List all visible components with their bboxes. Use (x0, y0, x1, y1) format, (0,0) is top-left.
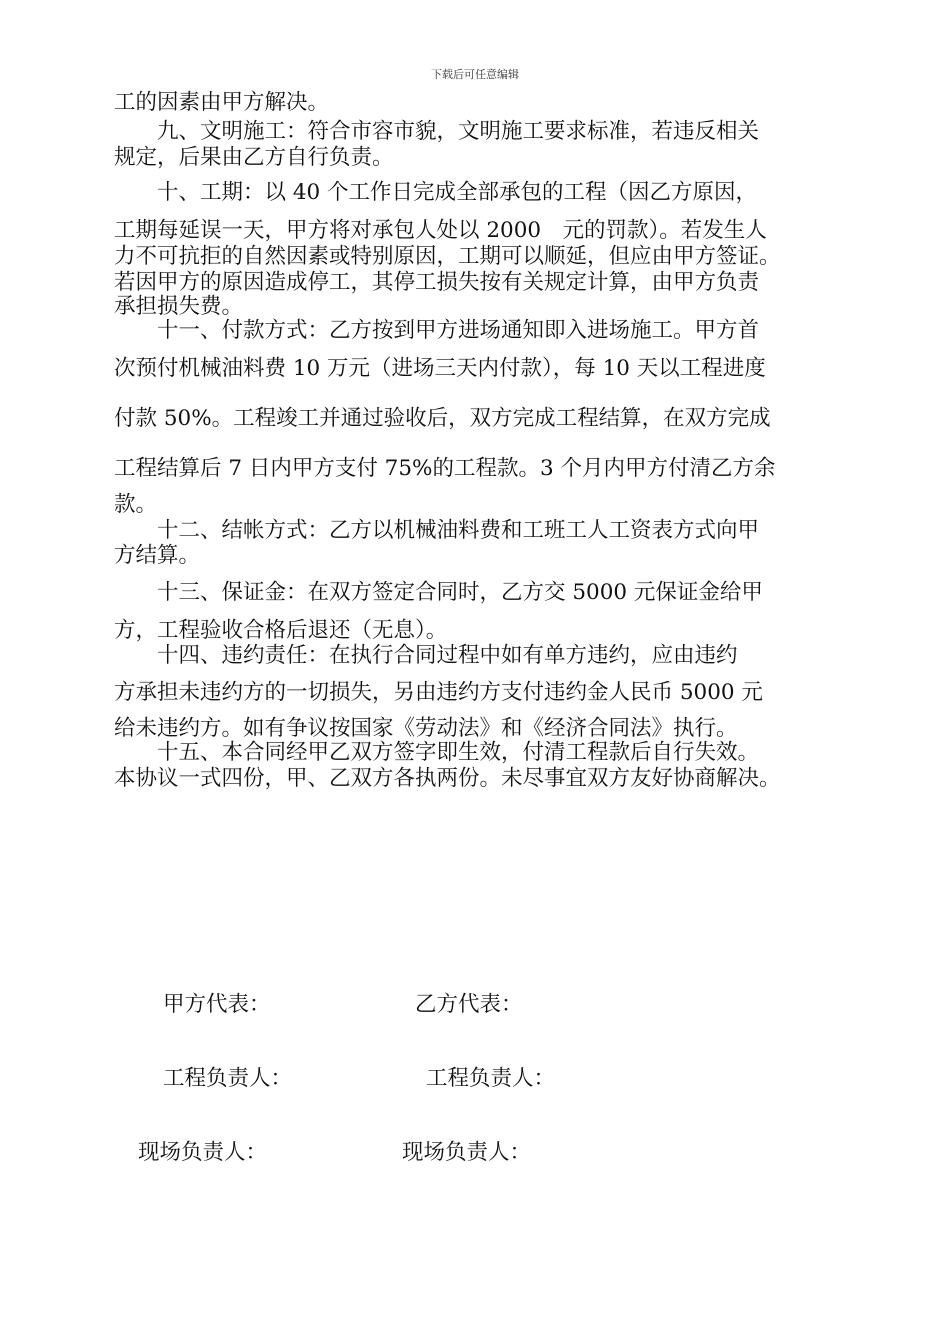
contract-text-line: 工程结算后 7 日内甲方支付 75%的工程款。3 个月内甲方付清乙方余 (114, 456, 776, 481)
party-a-engineer-label: 工程负责人： (163, 1066, 293, 1091)
contract-text-line: 工期每延误一天，甲方将对承包人处以 2000 元的罚款）。若发生人 (114, 218, 767, 243)
contract-text-line: 给未违约方。如有争议按国家《劳动法》和《经济合同法》执行。 (114, 716, 738, 741)
contract-text-line: 付款 50%。工程竣工并通过验收后，双方完成工程结算，在双方完成 (114, 406, 771, 431)
contract-text-line: 十一、付款方式：乙方按到甲方进场通知即入进场施工。甲方首 (114, 318, 760, 343)
contract-text-line: 工的因素由甲方解决。 (114, 90, 330, 115)
party-a-site-manager-label: 现场负责人： (138, 1140, 268, 1165)
contract-text-line: 十、工期：以 40 个工作日完成全部承包的工程（因乙方原因， (114, 180, 758, 205)
contract-text-line: 方承担未违约方的一切损失，另由违约方支付违约金人民币 5000 元 (114, 680, 763, 705)
contract-text-line: 方结算。 (114, 543, 201, 568)
contract-text-line: 九、文明施工：符合市容市貌，文明施工要求标准，若违反相关 (114, 119, 760, 144)
contract-text-line: 承担损失费。 (114, 294, 244, 319)
contract-text-line: 十四、违约责任：在执行合同过程中如有单方违约，应由违约 (114, 643, 738, 668)
party-b-site-manager-label: 现场负责人： (402, 1140, 532, 1165)
contract-text-line: 规定，后果由乙方自行负责。 (114, 145, 394, 170)
contract-text-line: 款。 (114, 492, 158, 517)
contract-text-line: 十五、本合同经甲乙双方签字即生效，付清工程款后自行失效。 (114, 740, 760, 765)
contract-text-line: 方，工程验收合格后退还（无息）。 (114, 618, 448, 643)
contract-text-line: 力不可抗拒的自然因素或特别原因，工期可以顺延，但应由甲方签证。 (114, 244, 781, 269)
contract-text-line: 十三、保证金：在双方签定合同时，乙方交 5000 元保证金给甲 (114, 580, 763, 605)
contract-text-line: 次预付机械油料费 10 万元（进场三天内付款），每 10 天以工程进度 (114, 356, 766, 381)
contract-text-line: 十二、结帐方式：乙方以机械油料费和工班工人工资表方式向甲 (114, 518, 760, 543)
party-a-representative-label: 甲方代表： (163, 992, 271, 1017)
page-header: 下载后可任意编辑 (431, 68, 519, 81)
contract-text-line: 本协议一式四份，甲、乙双方各执两份。未尽事宜双方友好协商解决。 (114, 766, 781, 791)
contract-text-line: 若因甲方的原因造成停工，其停工损失按有关规定计算，由甲方负责 (114, 270, 760, 295)
party-b-representative-label: 乙方代表： (415, 992, 523, 1017)
party-b-engineer-label: 工程负责人： (426, 1066, 556, 1091)
